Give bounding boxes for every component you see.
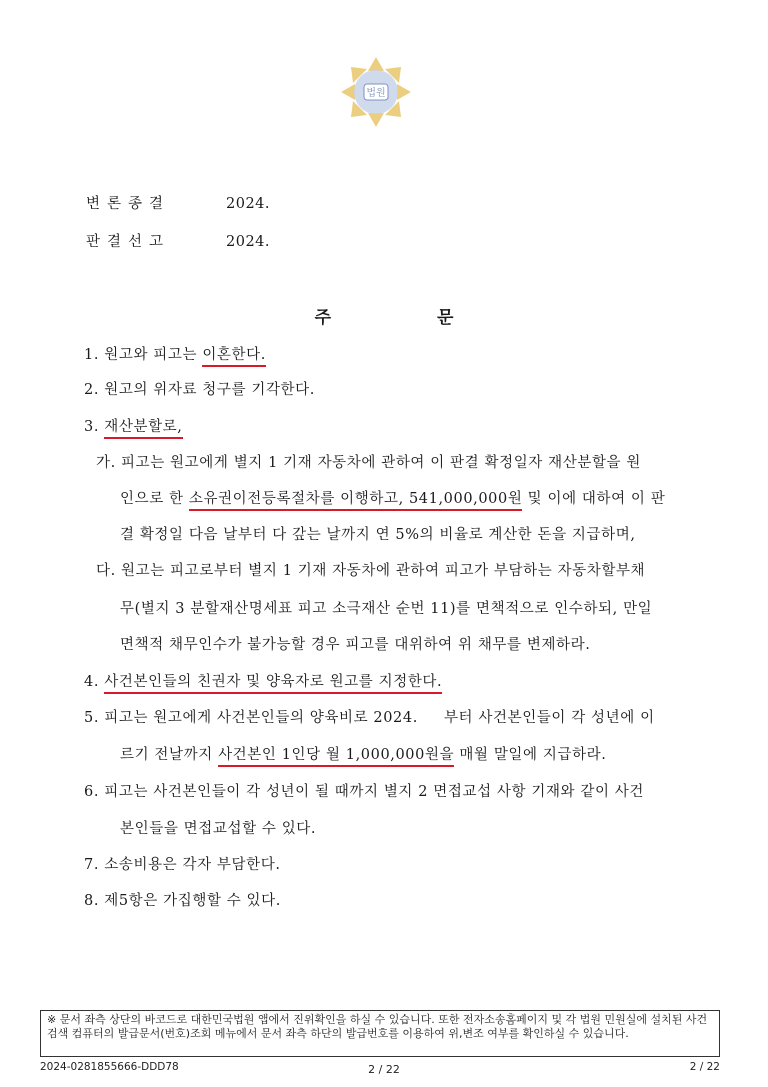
page-number-center: 2 / 22 [368,1063,400,1076]
order-item-6-line1: 6. 피고는 사건본인들이 각 성년이 될 때까지 별지 2 면접교섭 사항 기재와 같이 사건 [84,784,644,800]
order-item-3b-line3: 면책적 채무인수가 불가능할 경우 피고를 대위하여 위 채무를 변제하라. [120,637,591,653]
document-number: 2024-0281855666-DDD78 [40,1061,179,1073]
verification-notice: ※ 문서 좌측 상단의 바코드로 대한민국법원 앱에서 진위확인을 하실 수 있습니다. 또한 전자소송홈페이지 및 각 법원 민원실에 설치된 사건검색 컴퓨터의 발급문서(번호)조회 메뉴에서 문서 좌측 하단의 발급번호를 이용하여 위,변조 여부를 확인하실 수 있습니다. [40,1010,720,1057]
order-item-4: 4. 사건본인들의 친권자 및 양육자로 원고를 지정한다. [84,670,442,691]
order-item-2: 2. 원고의 위자료 청구를 기각한다. [84,382,315,398]
underlined-text: 사건본인들의 친권자 및 양육자로 원고를 지정한다. [104,674,442,694]
svg-text:법원: 법원 [366,88,386,99]
order-item-1: 1. 원고와 피고는 이혼한다. [84,343,266,364]
order-item-5-line1: 5. 피고는 원고에게 사건본인들의 양육비로 2024. 부터 사건본인들이 각 성년에 이 [84,710,655,726]
order-item-6-line2: 본인들을 면접교섭할 수 있다. [120,821,317,837]
underlined-text: 사건본인 1인당 월 1,000,000원을 [218,747,454,767]
page-number-right: 2 / 22 [689,1061,720,1073]
meta-label: 변론종결 [86,196,171,212]
meta-value: 2024. [226,196,271,212]
meta-label: 판결선고 [86,234,171,250]
order-item-7: 7. 소송비용은 각자 부담한다. [84,857,281,873]
order-item-8: 8. 제5항은 가집행할 수 있다. [84,893,281,909]
meta-value: 2024. [226,234,271,250]
closing-argument-row [86,192,270,213]
order-item-3a-line2: 인으로 한 소유권이전등록절차를 이행하고, 541,000,000원 및 이에 대하여 이 판 [120,487,665,508]
order-item-3a-line1: 가. 피고는 원고에게 별지 1 기재 자동차에 관하여 이 판결 확정일자 재산분할을 원 [96,455,641,471]
judgment-date-row [86,230,270,251]
underlined-text: 이혼한다. [202,347,266,367]
order-item-3b-line1: 다. 원고는 피고로부터 별지 1 기재 자동차에 관하여 피고가 부담하는 자동차할부채 [96,563,646,579]
order-item-5-line2: 르기 전날까지 사건본인 1인당 월 1,000,000원을 매월 말일에 지급하라. [120,743,607,764]
underlined-text: 재산분할로, [104,419,182,439]
underlined-text: 소유권이전등록절차를 이행하고, 541,000,000원 [189,491,523,511]
page-title: 주 문 [314,308,504,328]
order-item-3: 3. 재산분할로, [84,415,183,436]
order-item-3b-line2: 무(별지 3 분할재산명세표 피고 소극재산 순번 11)를 면책적으로 인수하되, 만일 [120,601,653,617]
order-item-3a-line3: 결 확정일 다음 날부터 다 갚는 날까지 연 5%의 비율로 계산한 돈을 지급하며, [120,527,636,543]
court-seal-logo [339,55,413,129]
